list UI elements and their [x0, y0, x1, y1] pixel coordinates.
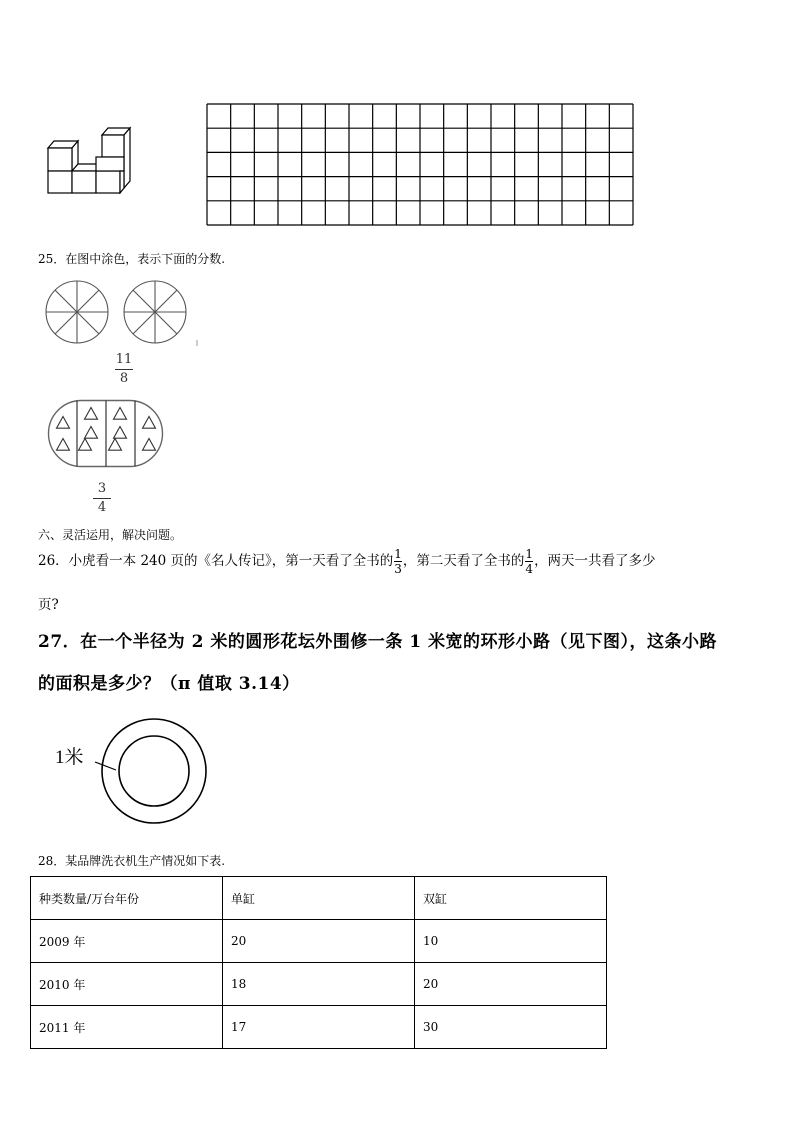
table-cell: 30 [415, 1006, 607, 1049]
q26-text-part2: ，第二天看了全书的 [402, 553, 525, 569]
circle-fraction-figure [42, 280, 202, 350]
table-cell: 2011 年 [31, 1006, 223, 1049]
fraction-3-4 [92, 482, 112, 516]
fraction-numerator: 11 [115, 352, 133, 367]
fraction-1-4: $\frac{1}{4}$ [525, 547, 534, 576]
q28-prompt: 28．某品牌洗衣机生产情况如下表. [38, 854, 226, 868]
q26-line1 [38, 548, 778, 575]
table-cell: 10 [415, 920, 607, 963]
table-row [31, 1006, 607, 1049]
table-row [31, 920, 607, 963]
fraction-denominator: 4 [97, 500, 107, 516]
table-cell: 17 [223, 1006, 415, 1049]
circle-eighths-1 [46, 281, 108, 343]
table-header-cell: 种类数量/万台年份 [31, 877, 223, 920]
fraction-1-3: $\frac{1}{3}$ [394, 547, 402, 576]
cube-figure [44, 126, 134, 194]
fraction-11-8 [110, 353, 138, 387]
q25-prompt: 25．在图中涂色，表示下面的分数. [38, 252, 226, 266]
table-cell: 2010 年 [31, 963, 223, 1006]
table-row [31, 963, 607, 1006]
table-header-cell: 单缸 [223, 877, 415, 920]
table-header-row [31, 877, 607, 920]
production-table [30, 876, 607, 1049]
triangle-capsule-figure [47, 399, 165, 469]
table-cell: 20 [415, 963, 607, 1006]
ring-path-figure [50, 718, 210, 828]
ring-width-label: 1米 [55, 747, 84, 768]
q26-text-part1: 26．小虎看一本 240 页的《名人传记》，第一天看了全书的 [38, 553, 394, 569]
fraction-numerator: 3 [97, 481, 107, 496]
fraction-denominator: 8 [119, 371, 129, 387]
table-cell: 18 [223, 963, 415, 1006]
table-cell: 2009 年 [31, 920, 223, 963]
square-grid [206, 103, 634, 226]
q26-line2: 页? [38, 597, 59, 613]
section-6-title: 六、灵活运用，解决问题。 [38, 528, 183, 542]
q27-line1: 27．在一个半径为 2 米的圆形花坛外围修一条 1 米宽的环形小路（见下图），这条小路 [38, 632, 717, 652]
table-cell: 20 [223, 920, 415, 963]
table-header-cell: 双缸 [415, 877, 607, 920]
q26-text-part3: ，两天一共看了多少 [534, 553, 656, 569]
circle-eighths-2 [124, 281, 186, 343]
q27-line2: 的面积是多少？（π 值取 3.14） [38, 674, 300, 694]
